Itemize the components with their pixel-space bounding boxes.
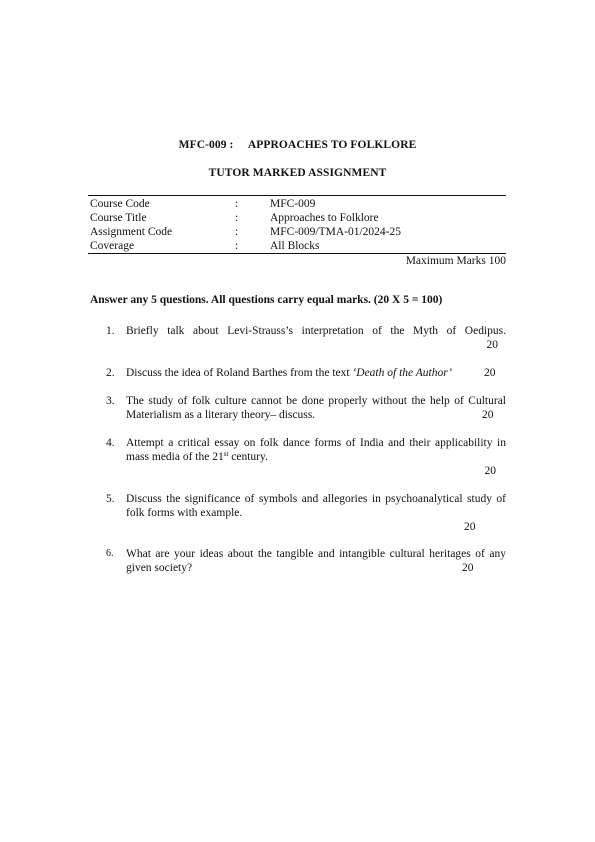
coverage-label: Coverage — [90, 240, 135, 252]
question-text: What are your ideas about the tangible and intangible cultural heritages of any given society? — [126, 548, 506, 574]
question-number: 5. — [106, 493, 115, 505]
colon-separator: : — [235, 198, 239, 210]
book-title: ‘Death of the Author’ — [352, 367, 452, 379]
question-text: The study of folk culture cannot be done properly without the help of Cultural Materialism as a literary theory– discuss. — [126, 395, 506, 421]
course-code-value: MFC-009 — [270, 198, 316, 210]
question-marks: 20 — [464, 521, 476, 533]
question-number: 6. — [106, 548, 114, 559]
instructions: Answer any 5 questions. All questions carry equal marks. (20 X 5 = 100) — [90, 294, 443, 306]
colon-separator: : — [235, 212, 239, 224]
course-code-heading: MFC-009 : — [178, 139, 234, 151]
question-number: 4. — [106, 437, 115, 449]
question-text: Discuss the significance of symbols and allegories in psychoanalytical study of folk forms with example. — [126, 493, 506, 519]
assignment-code-label: Assignment Code — [90, 226, 173, 238]
course-name-heading: APPROACHES TO FOLKLORE — [247, 139, 417, 151]
question-text-end: century. — [228, 451, 268, 463]
table-top-rule — [88, 195, 506, 196]
course-title-row — [90, 211, 508, 225]
course-title-label: Course Title — [90, 212, 147, 224]
question-marks: 20 — [482, 409, 494, 421]
assignment-code-row — [90, 225, 508, 239]
course-heading — [0, 139, 595, 151]
question-marks: 20 — [484, 367, 496, 379]
colon-separator: : — [235, 226, 239, 238]
question-text: Briefly talk about Levi-Strauss’s interpretation of the Myth of Oedipus. — [126, 325, 506, 337]
question-number: 1. — [106, 325, 115, 337]
question-text — [126, 366, 452, 380]
assignment-type-heading: TUTOR MARKED ASSIGNMENT — [208, 167, 387, 179]
question-number: 3. — [106, 395, 115, 407]
table-bottom-rule — [88, 253, 506, 254]
ordinal-suffix: st — [223, 450, 229, 458]
assignment-code-value: MFC-009/TMA-01/2024-25 — [270, 226, 401, 238]
course-title-value: Approaches to Folklore — [270, 212, 379, 224]
question-number: 2. — [106, 367, 115, 379]
coverage-value: All Blocks — [270, 240, 320, 252]
question-text-main: Discuss the idea of Roland Barthes from the text — [126, 367, 353, 379]
maximum-marks: Maximum Marks 100 — [405, 255, 506, 267]
question-text-main: Attempt a critical essay on folk dance forms of India and their applicability in mass media of the 21 — [126, 437, 506, 463]
question-marks: 20 — [484, 465, 496, 477]
colon-separator: : — [235, 240, 239, 252]
question-marks: 20 — [486, 339, 498, 351]
coverage-row — [90, 239, 508, 253]
course-code-row — [90, 197, 508, 211]
course-info-table — [90, 197, 508, 253]
course-code-label: Course Code — [90, 198, 150, 210]
question-text — [126, 436, 506, 464]
question-marks: 20 — [462, 562, 474, 574]
